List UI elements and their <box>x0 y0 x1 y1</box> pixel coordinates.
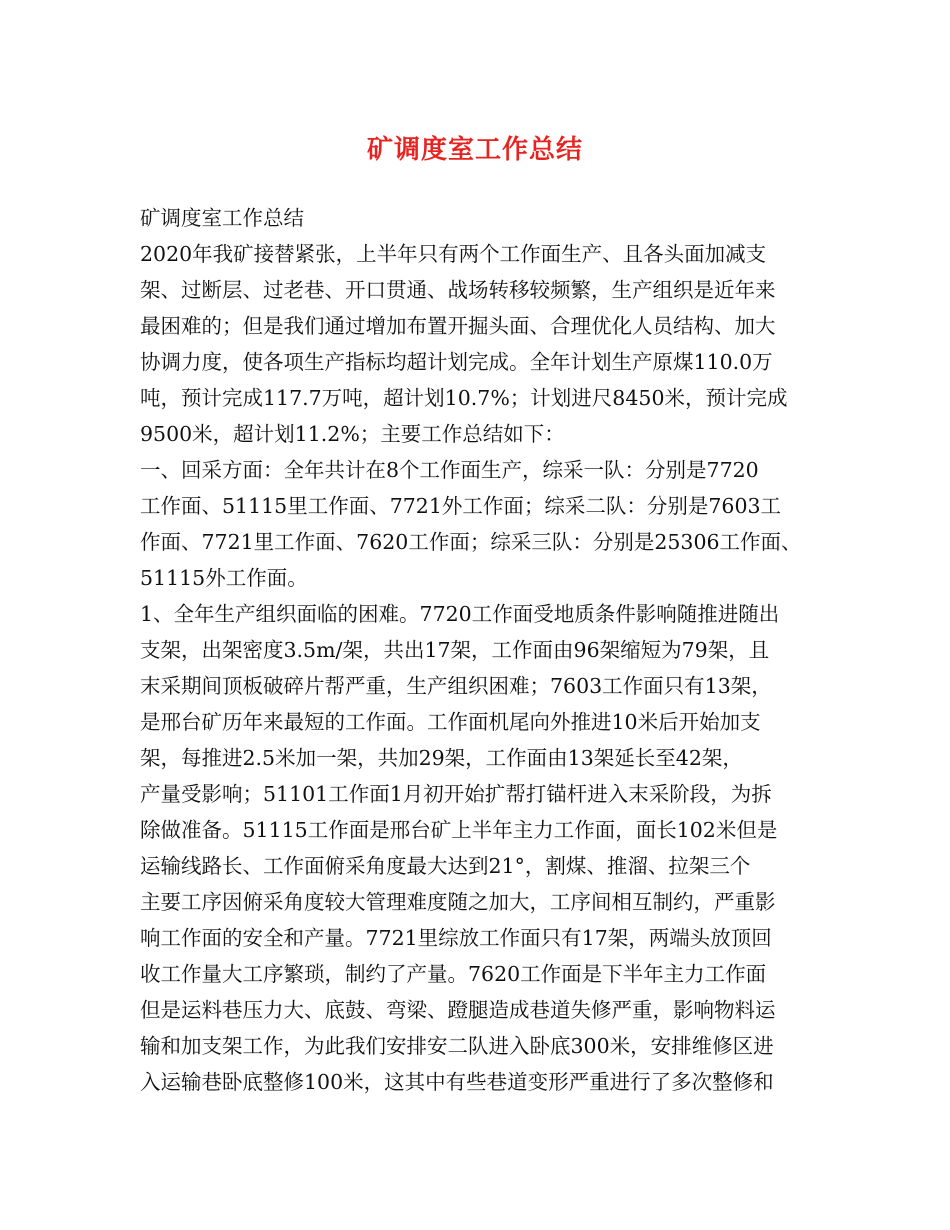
body-line: 一、回采方面：全年共计在8个工作面生产，综采一队：分别是7720 <box>140 458 759 482</box>
body-line: 收工作量大工序繁琐，制约了产量。7620工作面是下半年主力工作面 <box>140 962 767 986</box>
body-line: 响工作面的安全和产量。7721里综放工作面只有17架，两端头放顶回 <box>140 926 772 950</box>
body-line: 最困难的；但是我们通过增加布置开掘头面、合理优化人员结构、加大 <box>140 314 776 338</box>
body-line: 1、全年生产组织面临的困难。7720工作面受地质条件影响随推进随出 <box>140 602 780 626</box>
body-line: 矿调度室工作总结 <box>140 206 304 230</box>
document-body <box>140 200 820 1100</box>
body-line: 是邢台矿历年来最短的工作面。工作面机尾向外推进10米后开始加支 <box>140 710 761 734</box>
body-line: 作面、7721里工作面、7620工作面；综采三队：分别是25306工作面、 <box>140 530 802 554</box>
body-line: 主要工序因俯采角度较大管理难度随之加大，工序间相互制约，严重影 <box>140 890 776 914</box>
body-line: 产量受影响；51101工作面1月初开始扩帮打锚杆进入末采阶段，为拆 <box>140 782 772 806</box>
body-line: 2020年我矿接替紧张，上半年只有两个工作面生产、且各头面加减支 <box>140 242 767 266</box>
body-line: 51115外工作面。 <box>140 566 308 590</box>
body-line: 入运输巷卧底整修100米，这其中有些巷道变形严重进行了多次整修和 <box>140 1070 774 1094</box>
body-line: 输和加支架工作，为此我们安排安二队进入卧底300米，安排维修区进 <box>140 1034 774 1058</box>
body-line: 支架，出架密度3.5m/架，共出17架，工作面由96架缩短为79架，且 <box>140 638 770 662</box>
body-line: 但是运料巷压力大、底鼓、弯梁、蹬腿造成巷道失修严重，影响物料运 <box>140 998 776 1022</box>
body-line: 末采期间顶板破碎片帮严重，生产组织困难；7603工作面只有13架， <box>140 674 772 698</box>
body-line: 运输线路长、工作面俯采角度最大达到21°，割煤、推溜、拉架三个 <box>140 854 751 878</box>
body-line: 除做准备。51115工作面是邢台矿上半年主力工作面，面长102米但是 <box>140 818 778 842</box>
body-line: 吨，预计完成117.7万吨，超计划10.7%；计划进尺8450米，预计完成 <box>140 386 788 410</box>
document-title: 矿调度室工作总结 <box>366 135 583 165</box>
body-line: 架、过断层、过老巷、开口贯通、战场转移较频繁，生产组织是近年来 <box>140 278 776 302</box>
body-line: 协调力度，使各项生产指标均超计划完成。全年计划生产原煤110.0万 <box>140 350 773 374</box>
body-line: 9500米，超计划11.2%；主要工作总结如下： <box>140 422 565 446</box>
body-line: 架，每推进2.5米加一架，共加29架，工作面由13架延长至42架， <box>140 746 743 770</box>
body-line: 工作面、51115里工作面、7721外工作面；综采二队：分别是7603工 <box>140 494 782 518</box>
